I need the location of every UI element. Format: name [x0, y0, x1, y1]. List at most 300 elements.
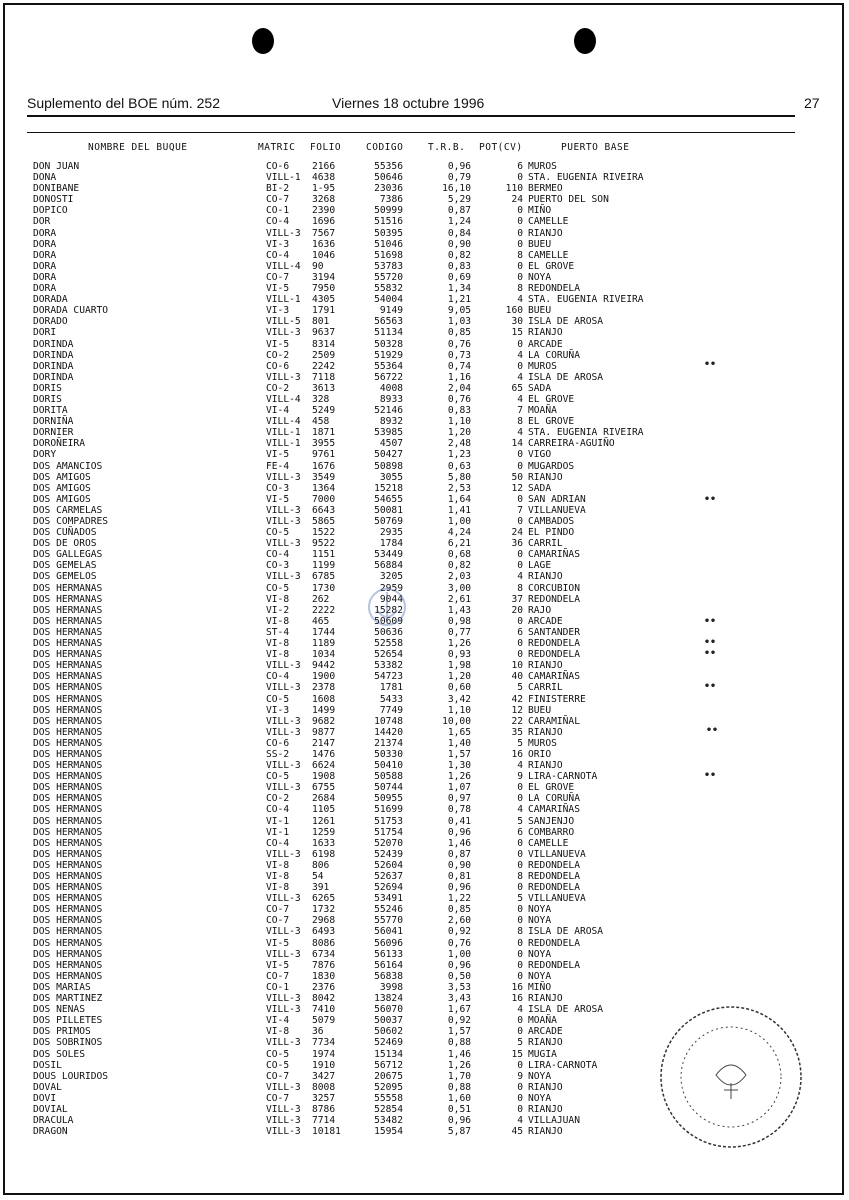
codigo: 3205	[379, 571, 403, 583]
vessel-name: DORNIÑA	[33, 416, 74, 428]
folio: 9877	[312, 726, 336, 738]
pot: 24	[511, 194, 523, 206]
folio: 1974	[312, 1048, 336, 1060]
codigo: 8933	[379, 393, 403, 405]
matric: CO-4	[266, 671, 290, 683]
pot: 0	[517, 1081, 523, 1093]
codigo: 5433	[379, 693, 403, 705]
trb: 5,87	[447, 1126, 471, 1138]
matric: VILL-3	[266, 571, 301, 583]
puerto-base: REDONDELA	[528, 937, 580, 949]
margin-mark: ••	[706, 725, 719, 736]
trb: 0,81	[447, 871, 471, 882]
vessel-name: DOS HERMANAS	[33, 649, 103, 661]
matric: VILL-3	[266, 371, 301, 383]
puerto-base: ISLA DE AROSA	[528, 1004, 604, 1016]
table-row	[0, 239, 849, 250]
pot: 0	[517, 1026, 523, 1038]
table-row	[0, 283, 849, 294]
folio: 6643	[312, 504, 336, 516]
vessel-name: DOVIAL	[33, 1103, 68, 1115]
folio: 1105	[312, 804, 336, 816]
matric: VI-2	[266, 604, 290, 616]
codigo: 51134	[374, 327, 403, 339]
folio: 3427	[312, 1070, 336, 1082]
folio: 1791	[312, 305, 336, 317]
pot: 0	[517, 549, 523, 561]
matric: CO-5	[266, 1048, 290, 1060]
puerto-base: CORCUBION	[528, 582, 580, 594]
codigo: 50636	[374, 626, 403, 638]
vessel-name: DOS HERMANOS	[33, 704, 103, 716]
table-row	[0, 350, 849, 361]
pot: 65	[511, 382, 523, 394]
pot: 0	[517, 516, 523, 527]
puerto-base: EL GROVE	[528, 393, 575, 405]
matric: CO-7	[266, 970, 290, 982]
matric: VI-5	[266, 449, 290, 461]
puerto-base: CAMBADOS	[528, 516, 575, 527]
codigo: 20675	[374, 1070, 403, 1082]
pot: 0	[517, 937, 523, 949]
vessel-name: DORADA CUARTO	[33, 305, 109, 317]
codigo: 50999	[374, 205, 403, 217]
folio: 7410	[312, 1004, 336, 1016]
codigo: 56133	[374, 948, 403, 960]
folio: 7000	[312, 493, 336, 505]
folio: 1034	[312, 649, 336, 661]
puerto-base: CARREIRA-AGUIÑO	[528, 438, 615, 450]
puerto-base: FINISTERRE	[528, 693, 586, 705]
folio: 6624	[312, 760, 336, 772]
table-row	[0, 416, 849, 427]
pot: 40	[511, 671, 523, 683]
table-row	[0, 261, 849, 272]
trb: 0,92	[447, 1015, 471, 1027]
pot: 0	[517, 227, 523, 239]
codigo: 55832	[374, 283, 403, 295]
folio: 7950	[312, 283, 336, 295]
puerto-base: VILLANUEVA	[528, 893, 586, 905]
matric: CO-7	[266, 1070, 290, 1082]
header-publication: Suplemento del BOE núm. 252	[27, 95, 221, 111]
vessel-name: DOS AMIGOS	[33, 493, 91, 505]
puerto-base: MUROS	[528, 737, 557, 749]
trb: 0,96	[447, 1115, 471, 1127]
vessel-name: DOS HERMANOS	[33, 893, 103, 905]
matric: VILL-3	[266, 893, 301, 905]
pot: 0	[517, 859, 523, 871]
codigo: 56096	[374, 937, 403, 949]
vessel-name: DOS HERMANOS	[33, 915, 103, 927]
vessel-name: DOS SOLES	[33, 1048, 85, 1060]
codigo: 2959	[379, 582, 403, 594]
trb: 0,41	[447, 815, 471, 827]
trb: 1,20	[447, 427, 471, 439]
table-row	[0, 782, 849, 793]
codigo: 51046	[374, 238, 403, 250]
puerto-base: RIANJO	[528, 660, 563, 672]
codigo: 54655	[374, 493, 403, 505]
vessel-name: DOS HERMANAS	[33, 660, 103, 672]
folio: 54	[312, 871, 324, 882]
pot: 0	[517, 904, 523, 916]
trb: 1,41	[447, 504, 471, 516]
matric: VI-3	[266, 305, 290, 317]
vessel-name: DOS HERMANOS	[33, 837, 103, 849]
matric: VI-1	[266, 815, 290, 827]
trb: 1,10	[447, 704, 471, 716]
pot: 7	[517, 405, 523, 417]
folio: 1259	[312, 826, 336, 838]
codigo: 14420	[374, 726, 403, 738]
trb: 0,82	[447, 560, 471, 572]
pot: 15	[511, 327, 523, 339]
trb: 0,60	[447, 682, 471, 694]
table-row	[0, 216, 849, 227]
codigo: 3998	[379, 981, 403, 993]
table-row	[0, 838, 849, 849]
trb: 1,60	[447, 1092, 471, 1104]
codigo: 53985	[374, 427, 403, 439]
trb: 1,24	[447, 216, 471, 228]
puerto-base: VILLAJUAN	[528, 1115, 580, 1127]
matric: VILL-3	[266, 926, 301, 938]
pot: 110	[505, 183, 523, 195]
matric: VILL-1	[266, 294, 301, 306]
trb: 5,29	[447, 194, 471, 206]
matric: VI-8	[266, 871, 290, 882]
pot: 45	[511, 1126, 523, 1138]
margin-mark: ••	[704, 616, 717, 627]
codigo: 55356	[374, 161, 403, 172]
folio: 2509	[312, 349, 336, 361]
table-row	[0, 449, 849, 460]
codigo: 4507	[379, 438, 403, 450]
table-row	[0, 427, 849, 438]
folio: 1871	[312, 427, 336, 439]
folio: 1900	[312, 671, 336, 683]
table-row	[0, 771, 849, 782]
vessel-name: DORA	[33, 283, 57, 295]
trb: 1,21	[447, 294, 471, 306]
vessel-name: DOS HERMANOS	[33, 871, 103, 882]
pot: 9	[517, 1070, 523, 1082]
matric: CO-3	[266, 560, 290, 572]
folio: 2376	[312, 981, 336, 993]
codigo: 7749	[379, 704, 403, 716]
matric: VI-8	[266, 649, 290, 661]
trb: 0,76	[447, 393, 471, 405]
trb: 1,26	[447, 638, 471, 650]
folio: 6734	[312, 948, 336, 960]
folio: 3613	[312, 382, 336, 394]
folio: 9522	[312, 538, 336, 550]
trb: 0,90	[447, 859, 471, 871]
folio: 2390	[312, 205, 336, 217]
puerto-base: REDONDELA	[528, 593, 580, 605]
vessel-name: DOS HERMANOS	[33, 948, 103, 960]
codigo: 54723	[374, 671, 403, 683]
folio: 7876	[312, 959, 336, 971]
puerto-base: MOAÑA	[528, 405, 557, 417]
trb: 0,73	[447, 349, 471, 361]
table-row	[0, 926, 849, 937]
vessel-name: DOS HERMANOS	[33, 826, 103, 838]
pot: 4	[517, 1004, 523, 1016]
folio: 7118	[312, 371, 336, 383]
trb: 0,83	[447, 260, 471, 272]
folio: 1730	[312, 582, 336, 594]
table-row	[0, 183, 849, 194]
vessel-name: DOS HERMANOS	[33, 782, 103, 794]
table-row	[0, 849, 849, 860]
puerto-base: LA CORUÑA	[528, 349, 580, 361]
vessel-name: DORA	[33, 227, 57, 239]
folio: 9761	[312, 449, 336, 461]
puerto-base: RIANJO	[528, 327, 563, 339]
folio: 1636	[312, 238, 336, 250]
codigo: 56563	[374, 316, 403, 328]
puerto-base: RIANJO	[528, 571, 563, 583]
table-row	[0, 938, 849, 949]
vessel-name: DOS GEMELAS	[33, 560, 97, 572]
trb: 0,77	[447, 626, 471, 638]
codigo: 55720	[374, 271, 403, 283]
codigo: 7386	[379, 194, 403, 206]
codigo: 51753	[374, 815, 403, 827]
folio: 801	[312, 316, 330, 328]
vessel-name: DONIBANE	[33, 183, 80, 195]
folio: 3268	[312, 194, 336, 206]
matric: VI-5	[266, 959, 290, 971]
matric: VI-1	[266, 826, 290, 838]
trb: 0,97	[447, 793, 471, 805]
folio: 5079	[312, 1015, 336, 1027]
margin-mark: ••	[704, 770, 717, 781]
pot: 8	[517, 283, 523, 295]
matric: CO-1	[266, 205, 290, 217]
puerto-base: NOYA	[528, 948, 552, 960]
folio: 391	[312, 882, 330, 894]
matric: VILL-3	[266, 993, 301, 1005]
pot: 4	[517, 294, 523, 306]
folio: 7567	[312, 227, 336, 239]
vessel-name: DOS HERMANOS	[33, 926, 103, 938]
pot: 36	[511, 538, 523, 550]
puerto-base: ARCADE	[528, 338, 563, 350]
vessel-name: DOS HERMANOS	[33, 970, 103, 982]
folio: 3257	[312, 1092, 336, 1104]
puerto-base: STA. EUGENIA RIVEIRA	[528, 427, 644, 439]
folio: 7734	[312, 1037, 336, 1049]
column-header-trb: T.R.B.	[428, 142, 466, 153]
matric: CO-4	[266, 249, 290, 261]
table-row	[0, 383, 849, 394]
matric: CO-4	[266, 549, 290, 561]
vessel-name: DOS HERMANAS	[33, 593, 103, 605]
vessel-name: DOS CUÑADOS	[33, 527, 97, 539]
codigo: 50588	[374, 771, 403, 783]
codigo: 50328	[374, 338, 403, 350]
puerto-base: LIRA-CARNOTA	[528, 1059, 598, 1071]
folio: 6493	[312, 926, 336, 938]
codigo: 56722	[374, 371, 403, 383]
folio: 7714	[312, 1115, 336, 1127]
folio: 3549	[312, 471, 336, 483]
folio: 328	[312, 393, 330, 405]
vessel-name: DOS HERMANOS	[33, 682, 103, 694]
puerto-base: BUEU	[528, 704, 552, 716]
puerto-base: MUGARDOS	[528, 460, 575, 472]
table-row	[0, 372, 849, 383]
table-row	[0, 305, 849, 316]
codigo: 15282	[374, 604, 403, 616]
vessel-name: DOS HERMANAS	[33, 638, 103, 650]
folio: 4305	[312, 294, 336, 306]
matric: CO-4	[266, 804, 290, 816]
table-row	[0, 971, 849, 982]
table-row	[0, 982, 849, 993]
folio: 10181	[312, 1126, 341, 1138]
matric: VILL-3	[266, 1115, 301, 1127]
puerto-base: LA CORUÑA	[528, 793, 580, 805]
vessel-name: DOS HERMANOS	[33, 859, 103, 871]
column-header-name: NOMBRE DEL BUQUE	[88, 142, 188, 153]
matric: VI-5	[266, 283, 290, 295]
codigo: 8932	[379, 416, 403, 428]
vessel-name: DOS HERMANOS	[33, 715, 103, 727]
pot: 4	[517, 393, 523, 405]
puerto-base: CAMELLE	[528, 837, 569, 849]
table-row	[0, 327, 849, 338]
codigo: 15954	[374, 1126, 403, 1138]
vessel-name: DOS HERMANOS	[33, 726, 103, 738]
matric: VILL-3	[266, 471, 301, 483]
trb: 1,46	[447, 1048, 471, 1060]
folio: 1364	[312, 482, 336, 494]
trb: 0,85	[447, 327, 471, 339]
pot: 5	[517, 682, 523, 694]
vessel-name: DORADO	[33, 316, 68, 328]
vessel-name: DORINDA	[33, 338, 74, 350]
codigo: 50427	[374, 449, 403, 461]
matric: VI-5	[266, 937, 290, 949]
trb: 1,70	[447, 1070, 471, 1082]
column-header-matric: MATRIC	[258, 142, 296, 153]
table-row	[0, 860, 849, 871]
puerto-base: MUGIA	[528, 1048, 557, 1060]
pot: 30	[511, 316, 523, 328]
folio: 465	[312, 615, 330, 627]
folio: 3194	[312, 271, 336, 283]
vessel-name: DOS PRIMOS	[33, 1026, 91, 1038]
pot: 5	[517, 815, 523, 827]
codigo: 52439	[374, 848, 403, 860]
pot: 42	[511, 693, 523, 705]
codigo: 53491	[374, 893, 403, 905]
table-row	[0, 660, 849, 671]
pot: 0	[517, 360, 523, 372]
matric: VI-8	[266, 1026, 290, 1038]
pot: 4	[517, 1115, 523, 1127]
trb: 1,22	[447, 893, 471, 905]
codigo: 56838	[374, 970, 403, 982]
puerto-base: RAJO	[528, 604, 552, 616]
puerto-base: REDONDELA	[528, 859, 580, 871]
folio: 5865	[312, 516, 336, 527]
trb: 2,03	[447, 571, 471, 583]
puerto-base: REDONDELA	[528, 638, 580, 650]
table-row	[0, 205, 849, 216]
pot: 4	[517, 760, 523, 772]
vessel-name: DOS HERMANOS	[33, 793, 103, 805]
puerto-base: SANJENJO	[528, 815, 575, 827]
matric: BI-2	[266, 183, 290, 195]
vessel-name: DRAGON	[33, 1126, 68, 1138]
vessel-name: DOS HERMANOS	[33, 804, 103, 816]
pot: 0	[517, 560, 523, 572]
codigo: 51754	[374, 826, 403, 838]
pot: 16	[511, 993, 523, 1005]
pot: 5	[517, 737, 523, 749]
trb: 1,67	[447, 1004, 471, 1016]
vessel-name: DOS SOBRINOS	[33, 1037, 103, 1049]
column-header-port: PUERTO BASE	[561, 142, 630, 153]
folio: 9442	[312, 660, 336, 672]
vessel-name: DOPICO	[33, 205, 68, 217]
matric: VILL-1	[266, 438, 301, 450]
matric: VILL-3	[266, 1004, 301, 1016]
pot: 8	[517, 249, 523, 261]
vessel-name: DORI	[33, 327, 57, 339]
codigo: 52070	[374, 837, 403, 849]
codigo: 50609	[374, 615, 403, 627]
trb: 3,43	[447, 993, 471, 1005]
vessel-name: DOS HERMANOS	[33, 882, 103, 894]
folio: 1608	[312, 693, 336, 705]
puerto-base: RIANJO	[528, 726, 563, 738]
pot: 0	[517, 649, 523, 661]
folio: 806	[312, 859, 330, 871]
folio: 1696	[312, 216, 336, 228]
folio: 1910	[312, 1059, 336, 1071]
vessel-name: DORNIER	[33, 427, 74, 439]
puerto-base: STA. EUGENIA RIVEIRA	[528, 172, 644, 184]
pot: 4	[517, 371, 523, 383]
trb: 1,65	[447, 726, 471, 738]
puerto-base: CARRIL	[528, 682, 563, 694]
matric: VILL-3	[266, 1103, 301, 1115]
table-row	[0, 549, 849, 560]
codigo: 51516	[374, 216, 403, 228]
codigo: 56041	[374, 926, 403, 938]
puerto-base: CAMELLE	[528, 216, 569, 228]
trb: 0,78	[447, 804, 471, 816]
matric: VILL-3	[266, 715, 301, 727]
trb: 1,07	[447, 782, 471, 794]
vessel-name: DOS HERMANAS	[33, 615, 103, 627]
matric: CO-6	[266, 161, 290, 172]
folio: 1199	[312, 560, 336, 572]
table-top-rule	[27, 132, 795, 133]
puerto-base: SAN ADRIAN	[528, 493, 586, 505]
puerto-base: REDONDELA	[528, 871, 580, 882]
pot: 0	[517, 837, 523, 849]
codigo: 50330	[374, 748, 403, 760]
puerto-base: RIANJO	[528, 1126, 563, 1138]
vessel-name: DOS HERMANOS	[33, 771, 103, 783]
